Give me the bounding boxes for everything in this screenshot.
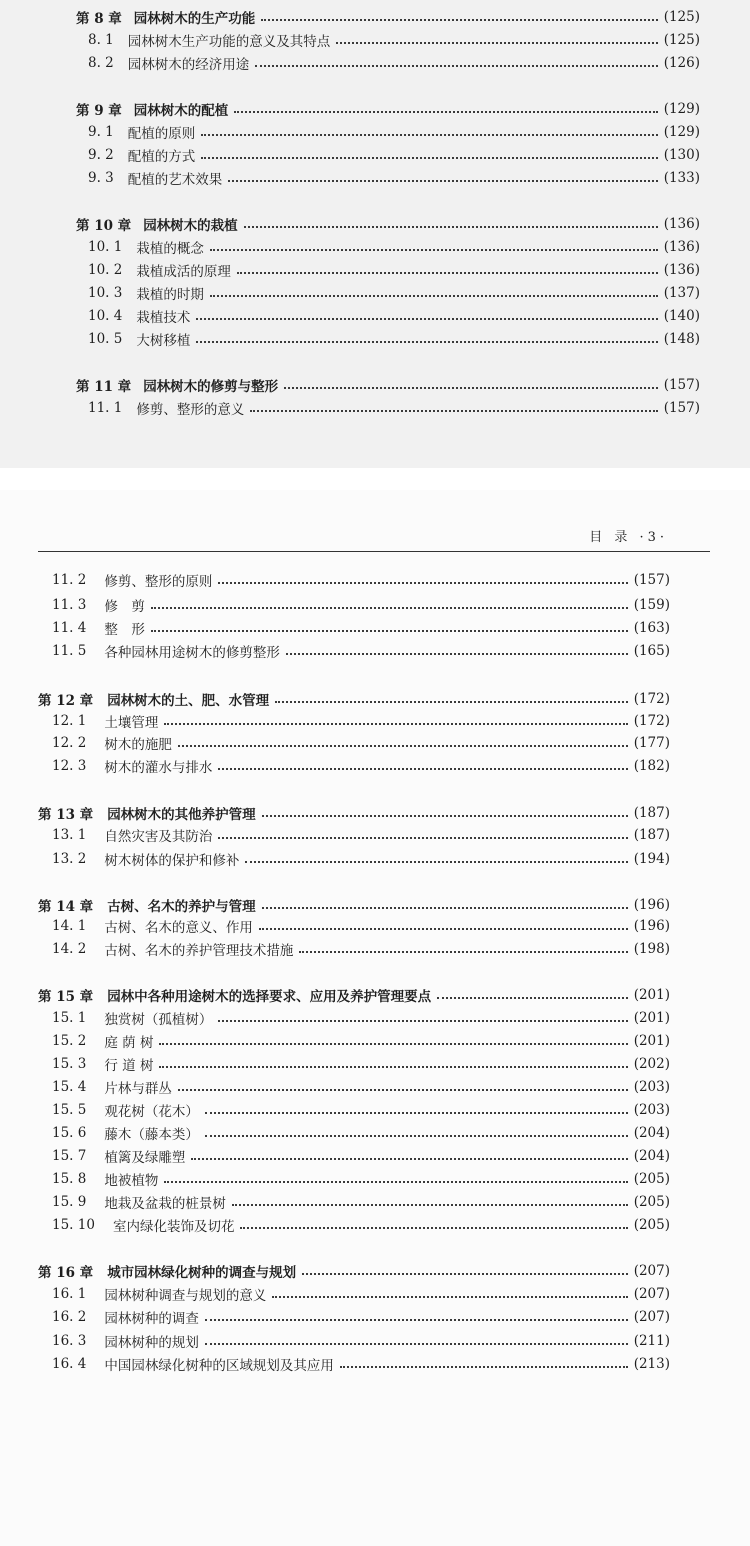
toc-title: 园林树种的调查 [104,1311,199,1327]
dot-leader [259,928,628,930]
toc-section-row [52,915,670,937]
toc-section-row [88,282,700,304]
toc-number: 9. 1 [88,124,114,140]
toc-chapter-row [38,1260,670,1282]
toc-section-row [52,1306,670,1328]
toc-page-number: (182) [633,758,670,774]
toc-number: 15. 2 [52,1033,87,1049]
toc-section-row [52,1053,670,1075]
dot-leader [250,410,657,412]
toc-page-number: (201) [633,987,670,1003]
toc-chapter-row [76,213,700,235]
header-rule [38,551,710,552]
toc-title: 配植的艺术效果 [127,172,223,188]
toc-title: 栽植的概念 [136,241,204,257]
dot-leader [299,951,627,953]
toc-section-row [88,52,700,74]
toc-page-number: (165) [633,643,670,659]
toc-number: 14. 1 [52,918,87,934]
toc-number: 9. 3 [88,170,114,186]
toc-title: 修 剪 [104,599,145,615]
toc-page-number: (136) [663,216,700,232]
toc-section-row [52,848,670,870]
toc-number: 16. 2 [52,1309,87,1325]
toc-title: 园林树木的修剪与整形 [143,379,279,395]
toc-section-row [52,732,670,754]
toc-number: 15. 5 [52,1102,87,1118]
bottom-page [0,490,750,1546]
toc-title: 地被植物 [104,1173,159,1189]
running-header: 目 录 ·3· [589,530,668,545]
toc-section-row [52,569,670,591]
toc-title: 园林树种的规划 [104,1335,199,1351]
toc-title: 园林树木的栽植 [143,218,238,234]
dot-leader [437,997,628,999]
toc-page-number: (187) [633,827,670,843]
toc-title: 片林与群丛 [104,1081,172,1097]
toc-page-number: (148) [663,331,700,347]
toc-page-number: (129) [663,101,700,117]
toc-title: 树木的灌水与排水 [104,760,213,776]
dot-leader [275,701,628,703]
toc-section-row [88,259,700,281]
toc-section-row [52,824,670,846]
dot-leader [201,157,657,159]
toc-number: 15. 1 [52,1010,87,1026]
dot-leader [237,272,658,274]
toc-number: 10. 1 [88,239,123,255]
toc-chapter-row [38,984,670,1006]
toc-number: 9. 2 [88,147,114,163]
toc-chapter-row [38,894,670,916]
toc-number: 10. 4 [88,308,123,324]
toc-title: 园林树木的配植 [133,103,229,119]
toc-section-row [88,121,700,143]
toc-number: 第 11 章 [76,379,132,395]
toc-title: 庭 荫 树 [104,1035,154,1051]
toc-number: 8. 2 [88,55,114,71]
toc-number: 第 12 章 [38,693,94,709]
toc-number: 11. 1 [88,400,123,416]
toc-title: 植篱及绿雕塑 [104,1150,186,1166]
dot-leader [272,1296,627,1298]
toc-number: 10. 5 [88,331,123,347]
dot-leader [336,42,657,44]
toc-section-row [88,167,700,189]
toc-number: 12. 3 [52,758,87,774]
toc-number: 11. 5 [52,643,87,659]
toc-title: 园林树木的其他养护管理 [107,807,256,823]
toc-title: 配植的原则 [127,126,196,142]
toc-number: 第 16 章 [38,1265,94,1281]
toc-title: 独赏树（孤植树） [104,1012,213,1028]
toc-title: 古树、名木的养护与管理 [107,899,256,915]
toc-page-number: (133) [663,170,700,186]
toc-number: 15. 8 [52,1171,87,1187]
toc-page-number: (172) [633,713,670,729]
toc-page-number: (163) [633,620,670,636]
dot-leader [196,318,657,320]
dot-leader [261,19,657,21]
toc-title: 城市园林绿化树种的调查与规划 [107,1265,297,1281]
toc-section-row [52,1145,670,1167]
toc-title: 园林树木生产功能的意义及其特点 [127,34,331,50]
toc-title: 中国园林绿化树种的区域规划及其应用 [104,1358,334,1374]
toc-section-row [52,1353,670,1375]
toc-number: 15. 7 [52,1148,87,1164]
toc-page-number: (204) [633,1125,670,1141]
toc-page-number: (203) [633,1079,670,1095]
toc-title: 树木树体的保护和修补 [104,853,240,869]
toc-page-number: (196) [633,918,670,934]
toc-section-row [52,1191,670,1213]
dot-leader [302,1273,628,1275]
dot-leader [284,387,658,389]
toc-section-row [52,938,670,960]
toc-title: 栽植成活的原理 [136,264,231,280]
toc-number: 15. 6 [52,1125,87,1141]
toc-title: 大树移植 [136,333,191,349]
toc-section-row [52,1330,670,1352]
toc-chapter-row [76,374,700,396]
dot-leader [196,341,657,343]
dot-leader [240,1227,627,1229]
toc-number: 15. 3 [52,1056,87,1072]
toc-page-number: (213) [633,1356,670,1372]
toc-page-number: (136) [663,239,700,255]
toc-section-row [52,1076,670,1098]
dot-leader [245,861,627,863]
toc-page-number: (157) [663,400,700,416]
dot-leader [191,1158,627,1160]
toc-title: 土壤管理 [104,715,159,731]
toc-section-row [52,1030,670,1052]
dot-leader [218,1020,627,1022]
toc-page-number: (157) [663,377,700,393]
toc-number: 16. 4 [52,1356,87,1372]
dot-leader [205,1112,628,1114]
toc-section-row [88,397,700,419]
toc-page-number: (136) [663,262,700,278]
toc-number: 第 13 章 [38,807,94,823]
dot-leader [178,1089,628,1091]
dot-leader [205,1319,628,1321]
toc-number: 第 8 章 [76,11,122,27]
dot-leader [232,1204,628,1206]
toc-number: 10. 2 [88,262,123,278]
dot-leader [218,582,627,584]
toc-chapter-row [76,98,700,120]
toc-number: 15. 9 [52,1194,87,1210]
dot-leader [244,226,658,228]
toc-page-number: (140) [663,308,700,324]
toc-page-number: (177) [633,735,670,751]
toc-page-number: (205) [633,1171,670,1187]
toc-page-number: (196) [633,897,670,913]
toc-number: 12. 1 [52,713,87,729]
toc-title: 园林树种调查与规划的意义 [104,1288,267,1304]
dot-leader [210,249,658,251]
toc-number: 11. 2 [52,572,87,588]
toc-page-number: (201) [633,1033,670,1049]
toc-section-row [88,305,700,327]
toc-title: 配植的方式 [127,149,196,165]
toc-title: 观花树（花木） [104,1104,199,1120]
dot-leader [255,65,657,67]
toc-section-row [88,328,700,350]
toc-number: 16. 3 [52,1333,87,1349]
toc-page-number: (203) [633,1102,670,1118]
toc-title: 园林树木的生产功能 [133,11,256,27]
dot-leader [151,630,628,632]
toc-page-number: (198) [633,941,670,957]
toc-title: 栽植的时期 [136,287,204,303]
toc-title: 自然灾害及其防治 [104,829,213,845]
toc-section-row [52,1122,670,1144]
toc-page-number: (125) [663,32,700,48]
dot-leader [262,907,628,909]
toc-page-number: (207) [633,1309,670,1325]
dot-leader [228,180,657,182]
toc-page-number: (137) [663,285,700,301]
toc-page-number: (130) [663,147,700,163]
toc-number: 13. 2 [52,851,87,867]
toc-page-number: (202) [633,1056,670,1072]
toc-section-row [52,710,670,732]
toc-page-number: (129) [663,124,700,140]
toc-page-number: (205) [633,1194,670,1210]
toc-page-number: (159) [633,597,670,613]
toc-title: 各种园林用途树木的修剪整形 [104,645,280,661]
toc-page-number: (204) [633,1148,670,1164]
toc-page-number: (207) [633,1263,670,1279]
dot-leader [286,653,628,655]
toc-page-number: (207) [633,1286,670,1302]
toc-page-number: (126) [663,55,700,71]
toc-page-number: (157) [633,572,670,588]
toc-section-row [52,1214,670,1236]
toc-page-number: (125) [663,9,700,25]
toc-number: 15. 4 [52,1079,87,1095]
top-page [0,0,750,468]
dot-leader [340,1366,628,1368]
toc-section-row [52,1168,670,1190]
dot-leader [234,111,657,113]
toc-number: 10. 3 [88,285,123,301]
toc-chapter-row [76,6,700,28]
dot-leader [151,607,628,609]
toc-title: 修剪、整形的原则 [104,574,213,590]
toc-section-row [52,617,670,639]
dot-leader [159,1066,627,1068]
toc-chapter-row [38,802,670,824]
toc-section-row [52,594,670,616]
dot-leader [218,768,627,770]
toc-page-number: (211) [633,1333,670,1349]
toc-title: 古树、名木的意义、作用 [104,920,253,936]
toc-page-number: (187) [633,805,670,821]
toc-number: 8. 1 [88,32,114,48]
toc-title: 园林树木的土、肥、水管理 [107,693,270,709]
toc-title: 古树、名木的养护管理技术措施 [104,943,294,959]
toc-title: 园林树木的经济用途 [127,57,250,73]
toc-page-number: (172) [633,691,670,707]
toc-section-row [88,29,700,51]
toc-page-number: (205) [633,1217,670,1233]
toc-page-number: (201) [633,1010,670,1026]
dot-leader [205,1343,628,1345]
toc-number: 第 14 章 [38,899,94,915]
toc-chapter-row [38,688,670,710]
toc-number: 13. 1 [52,827,87,843]
toc-number: 第 9 章 [76,103,122,119]
dot-leader [210,295,658,297]
toc-number: 11. 4 [52,620,87,636]
toc-title: 室内绿化装饰及切花 [112,1219,235,1235]
toc-title: 整 形 [104,622,145,638]
toc-section-row [52,1007,670,1029]
dot-leader [218,837,627,839]
dot-leader [205,1135,628,1137]
toc-section-row [52,755,670,777]
toc-title: 藤木（藤本类） [104,1127,199,1143]
toc-title: 行 道 树 [104,1058,154,1074]
toc-number: 15. 10 [52,1217,95,1233]
toc-section-row [88,236,700,258]
toc-number: 16. 1 [52,1286,87,1302]
toc-title: 修剪、整形的意义 [136,402,245,418]
toc-number: 14. 2 [52,941,87,957]
toc-number: 11. 3 [52,597,87,613]
dot-leader [201,134,657,136]
toc-number: 12. 2 [52,735,87,751]
toc-section-row [52,1283,670,1305]
toc-title: 树木的施肥 [104,737,172,753]
dot-leader [178,745,628,747]
toc-title: 园林中各种用途树木的选择要求、应用及养护管理要点 [107,989,432,1005]
toc-title: 栽植技术 [136,310,191,326]
toc-number: 第 15 章 [38,989,94,1005]
dot-leader [159,1043,627,1045]
toc-section-row [88,144,700,166]
dot-leader [164,723,627,725]
dot-leader [164,1181,627,1183]
toc-section-row [52,1099,670,1121]
toc-page-number: (194) [633,851,670,867]
toc-number: 第 10 章 [76,218,132,234]
dot-leader [262,815,628,817]
toc-title: 地栽及盆栽的桩景树 [104,1196,226,1212]
toc-section-row [52,640,670,662]
